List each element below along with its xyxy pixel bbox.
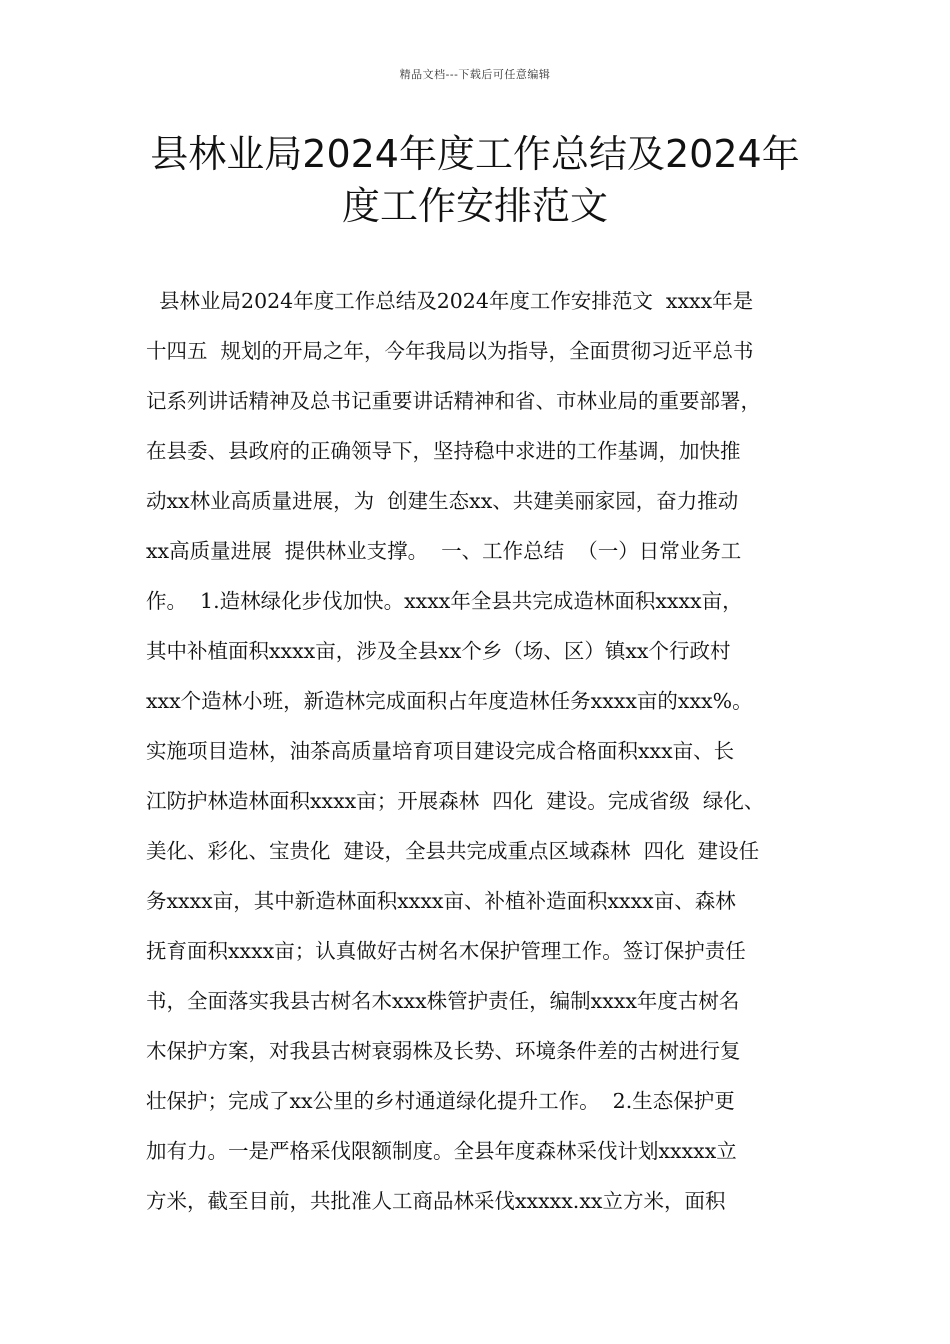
body-line: 江防护林造林面积xxxx亩；开展森林 四化 建设。完成省级 绿化、 (146, 789, 765, 813)
body-line: 动xx林业高质量进展，为 创建生态xx、共建美丽家园，奋力推动 (146, 489, 739, 513)
body-line: 其中补植面积xxxx亩，涉及全县xx个乡（场、区）镇xx个行政村 (146, 639, 731, 663)
body-line: 在县委、县政府的正确领导下，坚持稳中求进的工作基调，加快推 (146, 439, 741, 463)
body-line: 壮保护；完成了xx公里的乡村通道绿化提升工作。 2.生态保护更 (146, 1089, 735, 1113)
body-line: 县林业局2024年度工作总结及2024年度工作安排范文 xxxx年是 (146, 289, 754, 313)
body-line: xxx个造林小班，新造林完成面积占年度造林任务xxxx亩的xxx%。 (146, 689, 753, 713)
body-line: 作。 1.造林绿化步伐加快。xxxx年全县共完成造林面积xxxx亩， (146, 589, 743, 613)
document-title (120, 128, 830, 232)
body-line: xx高质量进展 提供林业支撑。 一、工作总结 （一）日常业务工 (146, 539, 742, 563)
header-note: 精品文档---下载后可任意编辑 (399, 68, 551, 81)
body-line: 加有力。一是严格采伐限额制度。全县年度森林采伐计划xxxxx立 (146, 1139, 737, 1163)
body-line: 书，全面落实我县古树名木xxx株管护责任，编制xxxx年度古树名 (146, 989, 740, 1013)
body-line: 美化、彩化、宝贵化 建设，全县共完成重点区域森林 四化 建设任 (146, 839, 760, 863)
body-line: 实施项目造林，油茶高质量培育项目建设完成合格面积xxx亩、长 (146, 739, 735, 763)
body-line: 木保护方案，对我县古树衰弱株及长势、环境条件差的古树进行复 (146, 1039, 741, 1063)
body-text (146, 286, 826, 1236)
body-line: 抚育面积xxxx亩；认真做好古树名木保护管理工作。签订保护责任 (146, 939, 746, 963)
body-line: 务xxxx亩，其中新造林面积xxxx亩、补植补造面积xxxx亩、森林 (146, 889, 736, 913)
body-line: 十四五 规划的开局之年，今年我局以为指导，全面贯彻习近平总书 (146, 339, 754, 363)
body-line: 记系列讲话精神及总书记重要讲话精神和省、市林业局的重要部署， (146, 389, 761, 413)
title-line-1: 县林业局2024年度工作总结及2024年 (150, 132, 800, 176)
body-line: 方米，截至目前，共批准人工商品林采伐xxxxx.xx立方米，面积 (146, 1189, 726, 1213)
title-line-2: 度工作安排范文 (341, 184, 608, 228)
